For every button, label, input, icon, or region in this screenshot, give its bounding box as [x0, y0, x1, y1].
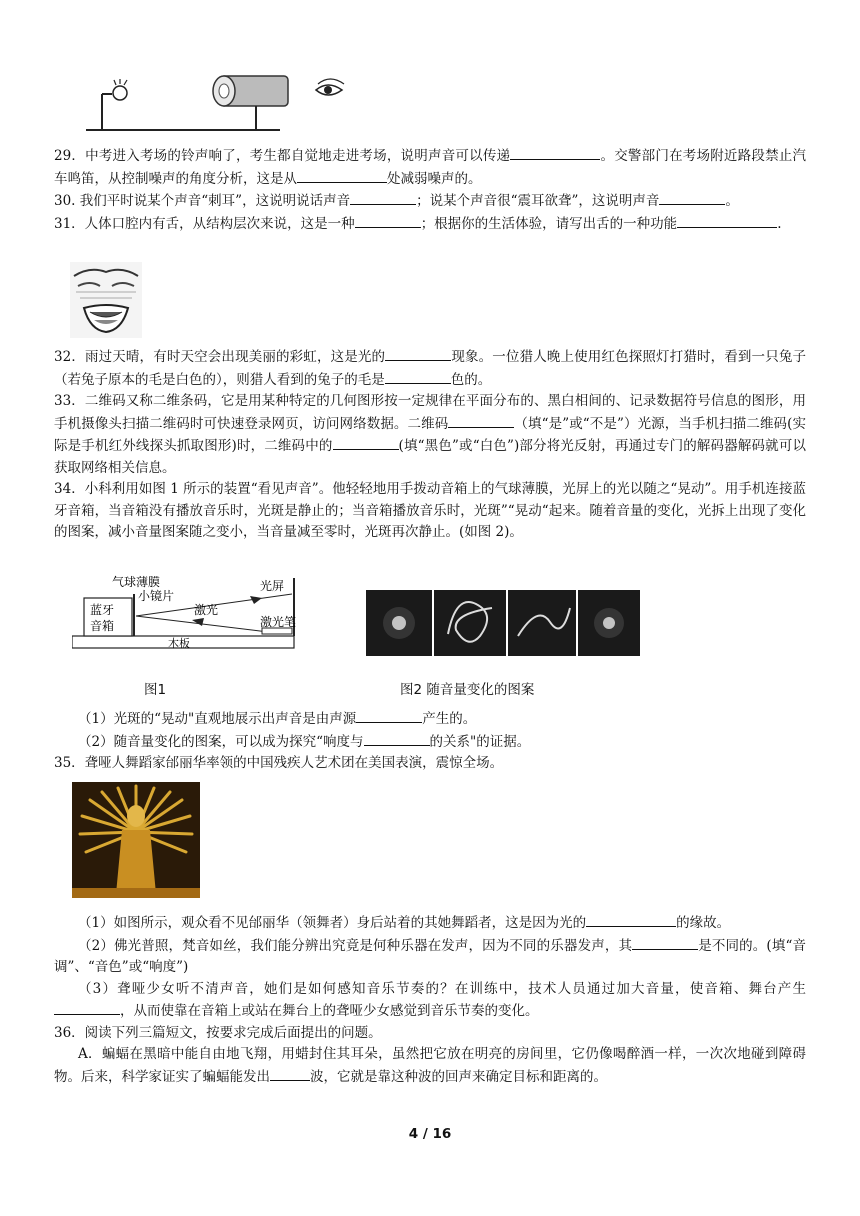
question-35-2: （2）佛光普照，梵音如丝，我们能分辨出究竟是何种乐器在发声，因为不同的乐器发声，其 是不同的。(填“音调”、“音色”或“响度”) — [54, 935, 806, 979]
answer-blank[interactable] — [356, 708, 422, 723]
volume-pattern-panels — [366, 590, 640, 656]
figure-1-caption: 图1 — [144, 682, 167, 698]
answer-blank[interactable] — [586, 912, 676, 927]
answer-blank[interactable] — [270, 1066, 310, 1081]
label-laser-pen: 激光笔 — [260, 615, 297, 629]
sound-visualization-figures — [72, 574, 652, 694]
label-speaker-2: 音箱 — [90, 619, 115, 633]
question-35-intro: 35．聋哑人舞蹈家邰丽华率领的中国残疾人艺术团在美国表演，震惊全场。 — [54, 755, 504, 771]
page-number: 4 / 16 — [408, 1126, 452, 1142]
answer-blank[interactable] — [297, 168, 387, 183]
question-35-subquestions — [54, 912, 806, 1088]
open-mouth-image — [70, 262, 142, 338]
label-board: 木板 — [168, 637, 190, 650]
light-tube-eye-figure — [80, 66, 360, 138]
thousand-hand-dancer-image — [72, 782, 200, 898]
question-30: 30. 我们平时说某个声音“刺耳”，这说明说话声音 ；说某个声音很“震耳欲聋”，这说明声音 。 — [54, 190, 806, 213]
question-34-intro: 34．小科利用如图 1 所示的装置“看见声音”。他轻轻地用手拨动音箱上的气球薄膜，光屏上的光以随之“晃动”。用手机连接蓝牙音箱，当音箱没有播放音乐时，光斑是静止的；当音箱播放音乐时，光斑”“晃动“起来。随着音量的变化，光拆上出现了变化的图案，减小音量图案随之变小，当音量减至零时，光斑再次静止。(如图 2)。 — [54, 481, 806, 540]
question-35-1: （1）如图所示，观众看不见邰丽华（领舞者）身后站着的其她舞蹈者，这是因为光的 的缘故。 — [54, 912, 806, 935]
question-32: 32．雨过天晴，有时天空会出现美丽的彩虹，这是光的 现象。一位猎人晚上使用红色探照灯打猎时，看到一只兔子（若兔子原本的毛是白色的），则猎人看到的兔子的毛是 色的。 — [54, 346, 806, 391]
question-29: 29．中考进入考场的铃声响了，考生都自觉地走进考场，说明声音可以传递 。交警部门在考场附近路段禁止汽车鸣笛，从控制噪声的角度分析，这是从 处减弱噪声的。 — [54, 145, 806, 190]
label-speaker-1: 蓝牙 — [90, 603, 115, 617]
answer-blank[interactable] — [510, 145, 600, 160]
label-screen: 光屏 — [260, 579, 285, 593]
questions-29-31 — [54, 145, 806, 235]
question-36-intro: 36．阅读下列三篇短文，按要求完成后面提出的问题。 — [54, 1024, 382, 1041]
question-34-subquestions — [54, 708, 806, 775]
question-31: 31．人体口腔内有舌，从结构层次来说，这是一种 ；根据你的生活体验，请写出舌的一种功能 . — [54, 213, 806, 236]
label-mirror: 小镜片 — [138, 589, 175, 603]
answer-blank[interactable] — [385, 369, 451, 384]
answer-blank[interactable] — [448, 413, 514, 428]
question-34-2: （2）随音量变化的图案，可以成为探究“响度与 的关系"的证据。 — [54, 731, 806, 754]
answer-blank[interactable] — [355, 213, 421, 228]
question-33: 33．二维码又称二维条码，它是用某种特定的几何图形按一定规律在平面分布的、黑白相间的、记录数据符号信息的图形，用手机摄像头扫描二维码时可快速登录网页，访问网络数据。二维码 （填“是”或“不是”）光源，当手机扫描二维码(实际是手机红外线探头抓取图形)时，二维码中的 (填“黑色”或“白色”)部分将光反射，再通过专门的解码器解码就可以获取网络相关信息。 — [54, 393, 807, 476]
question-36-passage-a: A．蝙蝠在黑暗中能自由地飞翔，用蜡封住其耳朵，虽然把它放在明亮的房间里，它仍像喝醉酒一样，一次次地碰到障碍物。后来，科学家证实了蝙蝠能发出 波，它就是靠这种波的回声来确定目标和距离的。 — [54, 1046, 806, 1085]
question-34-1: （1）光斑的“晃动"直观地展示出声音是由声源 产生的。 — [54, 708, 806, 731]
answer-blank[interactable] — [385, 346, 451, 361]
answer-blank[interactable] — [54, 1000, 120, 1015]
answer-blank[interactable] — [632, 935, 698, 950]
answer-blank[interactable] — [677, 213, 777, 228]
answer-blank[interactable] — [659, 190, 725, 205]
answer-blank[interactable] — [333, 435, 399, 450]
figure-2-caption: 图2 随音量变化的图案 — [400, 682, 535, 698]
label-laser: 激光 — [194, 603, 219, 617]
label-balloon-membrane: 气球薄膜 — [112, 575, 161, 589]
answer-blank[interactable] — [364, 731, 430, 746]
questions-32-34 — [54, 346, 806, 544]
question-35-3: （3）聋哑少女听不清声音，她们是如何感知音乐节奏的？在训练中，技术人员通过加大音量，使音箱、舞台产生，从而使靠在音箱上或站在舞台上的聋哑少女感觉到音乐节奏的变化。 — [54, 979, 806, 1023]
answer-blank[interactable] — [350, 190, 416, 205]
